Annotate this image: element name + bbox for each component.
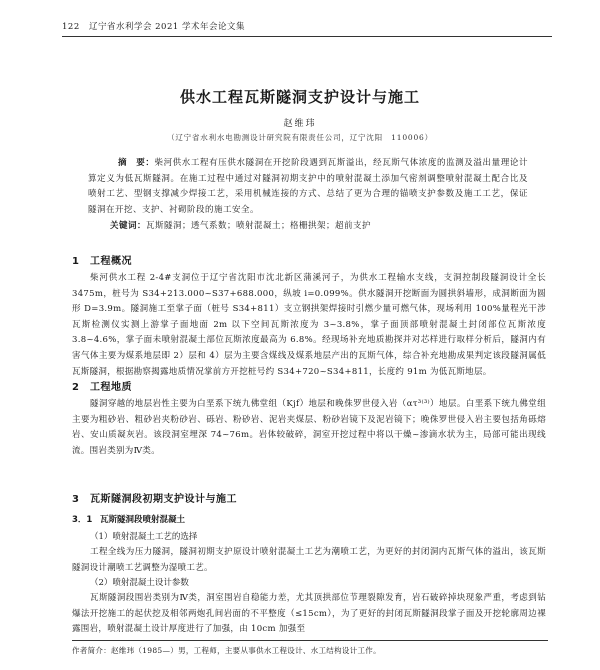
keywords-text: 瓦斯隧洞；透气系数；喷射混凝土；格栅拱架；超前支护 <box>146 221 372 231</box>
subsection-title: 瓦斯隧洞段喷射混凝土 <box>100 515 186 525</box>
section-number: 2 <box>72 382 80 393</box>
paper-title: 供水工程瓦斯隧洞支护设计与施工 <box>179 88 420 106</box>
section-1-paragraph: 柴河供水工程 2-4#支洞位于辽宁省沈阳市沈北新区蒲溪河子，为供水工程输水支线，支洞控制段隧洞设计全长 3475m，桩号为 S34+213.000~S37+688.000，纵坡 i=0.099%。供水隧洞开挖断面为圆拱斜墙形，成洞断面为圆形 D=3.9m。隧洞施工至掌子面（桩号 S34+811）支立钢拱架焊接时引燃少量可燃气体，现场利用 100%量程光干涉瓦斯检测仪实测上游掌子面地面 2m 以下空间瓦斯浓度为 3~3.8%，掌子面顶部喷射混凝土封闭部位瓦斯浓度 3.8~4.6%，掌子面未喷射混凝土部位瓦斯浓度最高为 6.8%。经现场补充地质勘探并对芯样进行取样分析后，隧洞内有害气体主要为煤系地层即 2）层和 4）层为主要含煤线及煤系地层产出的瓦斯气体，综合补充地勘成果判定该段隧洞属低瓦斯隧洞，根据勘察揭露地质情况掌前方开挖桩号约 S34+720~S34+811，长度约 91m 为低瓦斯地层。 <box>72 273 546 377</box>
author-footnote: 作者简介：赵维玮（1985—）男，工程师，主要从事供水工程设计、水工结构设计工作。 <box>72 646 381 655</box>
author-affiliation: （辽宁省水利水电勘测设计研究院有限责任公司，辽宁沈阳 110006） <box>167 133 433 142</box>
item-heading-2: （2）喷射混凝土设计参数 <box>90 578 189 588</box>
abstract-text: 柴河供水工程有压供水隧洞在开挖阶段遇到瓦斯溢出，经瓦斯气体浓度的监测及溢出量理论计算定义为低瓦斯隧洞。在施工过程中通过对隧洞初期支护中的喷射混凝土添加气密剂调整喷射混凝土配合比及喷射工艺、型钢支撑减少焊接工艺，采用机械连接的方式、总结了更为合理的锚喷支护参数及施工工艺，保证隧洞在开挖、支护、衬砌阶段的施工安全。 <box>88 158 528 215</box>
section-title: 工程概况 <box>90 256 132 267</box>
section-2-paragraph: 隧洞穿越的地层岩性主要为白垩系下统九佛堂组（Kjf）地层和晚侏罗世侵入岩（ατ³⁽³⁾）地层。白垩系下统九佛堂组主要为粗砂岩、粗砂岩夹粉砂岩、砾岩、粉砂岩、泥岩夹煤层、粉砂岩镜下及泥岩镜下；晚侏罗世侵入岩主要包括角砾熔岩、安山质凝灰岩。该段洞室埋深 74~76m。岩体较破碎，洞室开挖过程中将以干燥~渗滴水状为主，局部可能出现线流。围岩类别为Ⅳ类。 <box>72 399 546 456</box>
subsection-number: 3．1 <box>72 515 93 525</box>
section-number: 3 <box>72 494 80 505</box>
keywords-label: 关键词： <box>110 221 147 231</box>
keywords <box>110 219 530 231</box>
footnote-rule <box>72 640 548 641</box>
abstract <box>88 156 528 218</box>
author-name: 赵维玮 <box>283 119 317 129</box>
section-heading-2 <box>72 378 132 393</box>
section-title: 工程地质 <box>90 382 132 393</box>
header-rule <box>62 36 552 37</box>
section-title: 瓦斯隧洞段初期支护设计与施工 <box>90 494 237 505</box>
journal-name: 辽宁省水利学会 2021 学术年会论文集 <box>88 22 245 32</box>
section-3-paragraph-1: 工程全线为压力隧洞，隧洞初期支护原设计喷射混凝土工艺为潮喷工艺，为更好的封闭洞内瓦斯气体的溢出，该瓦斯隧洞设计潮喷工艺调整为湿喷工艺。 <box>72 547 546 573</box>
section-heading-3 <box>72 490 237 505</box>
abstract-label: 摘 要： <box>118 158 155 168</box>
subsection-heading-3-1 <box>72 513 185 525</box>
running-header <box>62 20 562 32</box>
section-3-paragraph-2: 瓦斯隧洞段围岩类别为Ⅳ类，洞室围岩自稳能力差，尤其顶拱部位节理裂隙发育，岩石破碎掉块现象严重，考虑到钻爆法开挖施工的起伏挖及相邻两炮孔间岩面的不平整度（≤15cm），为了更好的封闭瓦斯隧洞段掌子面及开挖轮廓周边裸露围岩，喷射混凝土设计厚度进行了加强，由 10cm 加强至 <box>72 593 546 635</box>
section-heading-1 <box>72 252 132 267</box>
section-number: 1 <box>72 256 80 267</box>
item-heading-1: （1）喷射混凝土工艺的选择 <box>90 532 198 542</box>
page-number: 122 <box>62 22 80 32</box>
